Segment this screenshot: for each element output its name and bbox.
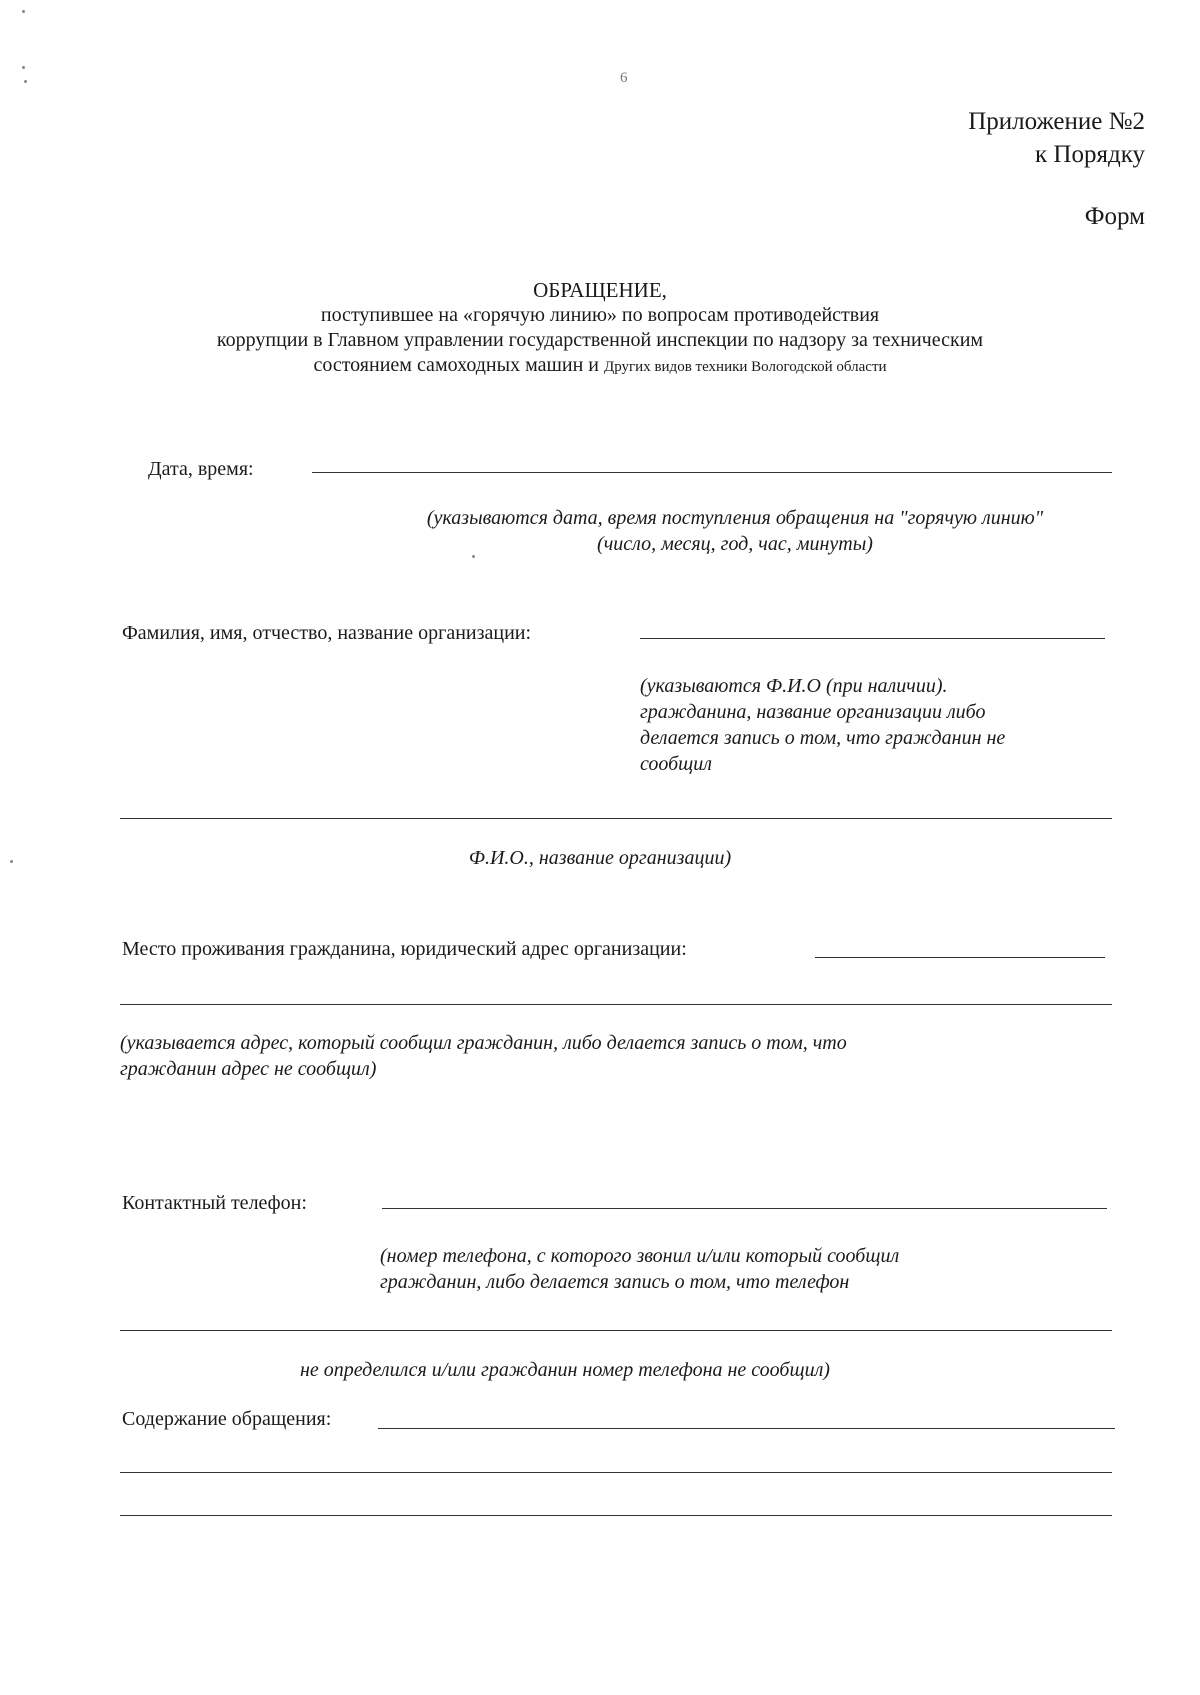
date-hint-line2: (число, месяц, год, час, минуты)	[597, 533, 873, 555]
phone-hint-after: не определился и/или гражданин номер телефона не сообщил)	[300, 1359, 830, 1381]
document-title	[0, 278, 1200, 380]
appendix-line1: Приложение №2	[968, 108, 1145, 135]
date-hint-line1: (указываются дата, время поступления обращения на "горячую линию"	[426, 507, 1044, 529]
title-line3: коррупции в Главном управлении государственной инспекции по надзору за техническим	[216, 329, 984, 351]
phone-hint-line1: (номер телефона, с которого звонил и/или который сообщил	[380, 1245, 900, 1267]
content-label: Содержание обращения:	[122, 1408, 332, 1430]
title-line4-main: состоянием самоходных машин и	[313, 354, 599, 376]
phone-field-line[interactable]	[382, 1208, 1107, 1209]
phone-full-line[interactable]	[120, 1330, 1112, 1331]
name-full-line[interactable]	[120, 818, 1112, 819]
date-field-line[interactable]	[312, 472, 1112, 473]
page-number: 6	[620, 70, 628, 86]
name-hint-line2: гражданина, название организации либо	[640, 701, 986, 723]
address-hint-line2: гражданин адрес не сообщил)	[120, 1058, 377, 1080]
date-hint	[340, 505, 1130, 557]
address-label: Место проживания гражданина, юридический адрес организации:	[122, 938, 687, 960]
phone-hint-line2: гражданин, либо делается запись о том, что телефон	[380, 1271, 850, 1293]
address-full-line[interactable]	[120, 1004, 1112, 1005]
name-hint-line4: сообщил	[640, 753, 712, 775]
address-field-line[interactable]	[815, 957, 1105, 958]
title-line4	[0, 353, 1200, 380]
title-line4-small: Других видов техники Вологодской области	[603, 359, 887, 375]
phone-hint	[380, 1243, 899, 1295]
name-hint-after: Ф.И.О., название организации)	[468, 847, 732, 869]
address-hint-line1: (указывается адрес, который сообщил гражданин, либо делается запись о том, что	[120, 1032, 847, 1054]
title-line2: поступившее на «горячую линию» по вопросам противодействия	[320, 304, 880, 326]
form-label: Форм	[1084, 203, 1145, 230]
content-line-3[interactable]	[120, 1515, 1112, 1516]
scan-speck	[24, 80, 27, 83]
phone-label: Контактный телефон:	[122, 1192, 307, 1214]
content-field-line[interactable]	[378, 1428, 1115, 1429]
scan-speck	[22, 66, 25, 69]
name-hint-line1: (указываются Ф.И.О (при наличии).	[640, 675, 948, 697]
name-hint	[640, 673, 1005, 777]
name-field-line[interactable]	[640, 638, 1105, 639]
name-label: Фамилия, имя, отчество, название организации:	[122, 622, 532, 644]
date-label: Дата, время:	[148, 458, 254, 480]
scan-speck	[22, 10, 25, 13]
appendix-header	[968, 105, 1145, 171]
name-hint-line3: делается запись о том, что гражданин не	[640, 727, 1006, 749]
address-hint	[120, 1030, 847, 1082]
appendix-line2: к Порядку	[1035, 141, 1145, 168]
title-line1: ОБРАЩЕНИЕ,	[533, 278, 667, 302]
content-line-2[interactable]	[120, 1472, 1112, 1473]
